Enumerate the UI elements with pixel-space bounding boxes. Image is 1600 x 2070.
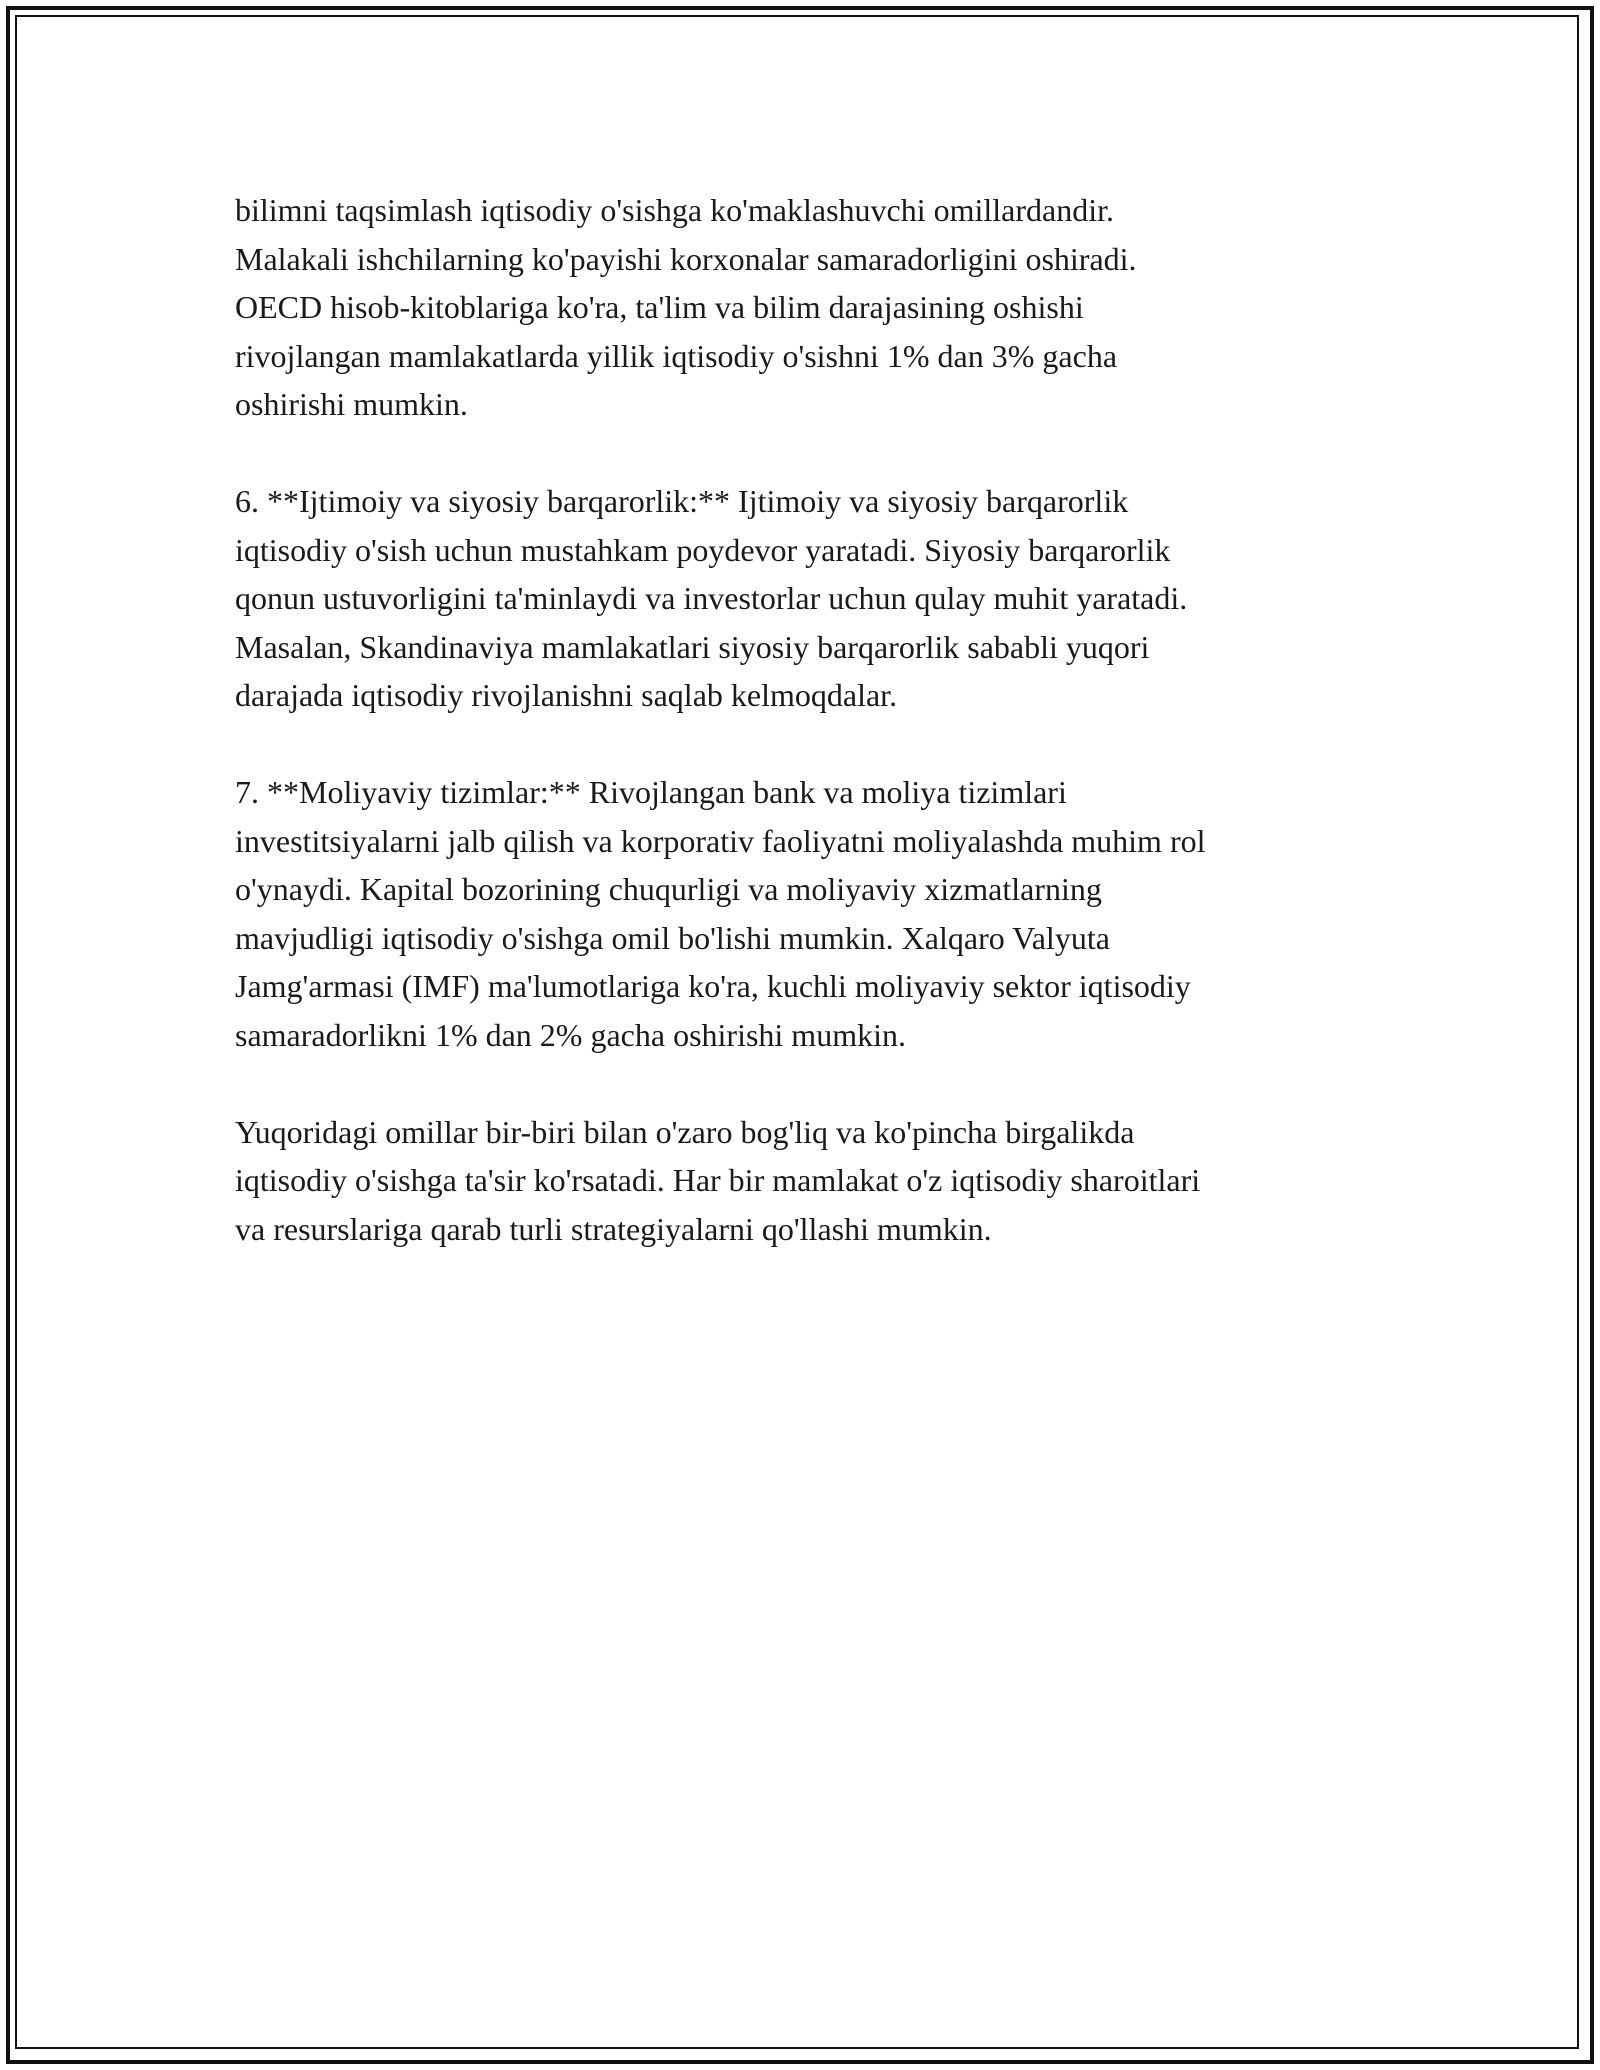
paragraph-financial-systems (235, 768, 1375, 1059)
text-line: OECD hisob-kitoblariga ko'ra, ta'lim va bilim darajasining oshishi (235, 289, 1084, 325)
document-body (235, 186, 1375, 1302)
text-line: Masalan, Skandinaviya mamlakatlari siyosiy barqarorlik sababli yuqori (235, 628, 1150, 665)
text-line: darajada iqtisodiy rivojlanishni saqlab kelmoqdalar. (235, 677, 898, 713)
paragraph-conclusion (235, 1108, 1375, 1254)
text-line: oshirishi mumkin. (235, 386, 468, 422)
text-line: investitsiyalarni jalb qilish va korporativ faoliyatni moliyalashda muhim rol (235, 822, 1206, 859)
text-line: o'ynaydi. Kapital bozorining chuqurligi va moliyaviy xizmatlarning (235, 871, 1102, 907)
text-line: 6. **Ijtimoiy va siyosiy barqarorlik:** Ijtimoiy va siyosiy barqarorlik (235, 483, 1129, 519)
text-line: mavjudligi iqtisodiy o'sishga omil bo'lishi mumkin. Xalqaro Valyuta (235, 919, 1110, 956)
text-line: va resurslariga qarab turli strategiyalarni qo'llashi mumkin. (235, 1210, 992, 1247)
paragraph-social-political-stability (235, 477, 1375, 720)
paragraph-education-continuation (235, 186, 1375, 429)
text-line: Yuqoridagi omillar bir-biri bilan o'zaro bog'liq va ko'pincha birgalikda (235, 1113, 1135, 1150)
text-line: rivojlangan mamlakatlarda yillik iqtisodiy o'sishni 1% dan 3% gacha (235, 337, 1118, 374)
text-line: 7. **Moliyaviy tizimlar:** Rivojlangan bank va moliya tizimlari (235, 774, 1067, 810)
text-line: iqtisodiy o'sish uchun mustahkam poydevor yaratadi. Siyosiy barqarorlik (235, 531, 1171, 568)
text-line: samaradorlikni 1% dan 2% gacha oshirishi mumkin. (235, 1016, 906, 1053)
text-line: qonun ustuvorligini ta'minlaydi va investorlar uchun qulay muhit yaratadi. (235, 580, 1188, 616)
text-line: Jamg'armasi (IMF) ma'lumotlariga ko'ra, kuchli moliyaviy sektor iqtisodiy (235, 968, 1191, 1004)
text-line: bilimni taqsimlash iqtisodiy o'sishga ko'maklashuvchi omillardandir. (235, 192, 1115, 228)
text-line: Malakali ishchilarning ko'payishi korxonalar samaradorligini oshiradi. (235, 240, 1137, 277)
text-line: iqtisodiy o'sishga ta'sir ko'rsatadi. Har bir mamlakat o'z iqtisodiy sharoitlari (235, 1162, 1201, 1198)
